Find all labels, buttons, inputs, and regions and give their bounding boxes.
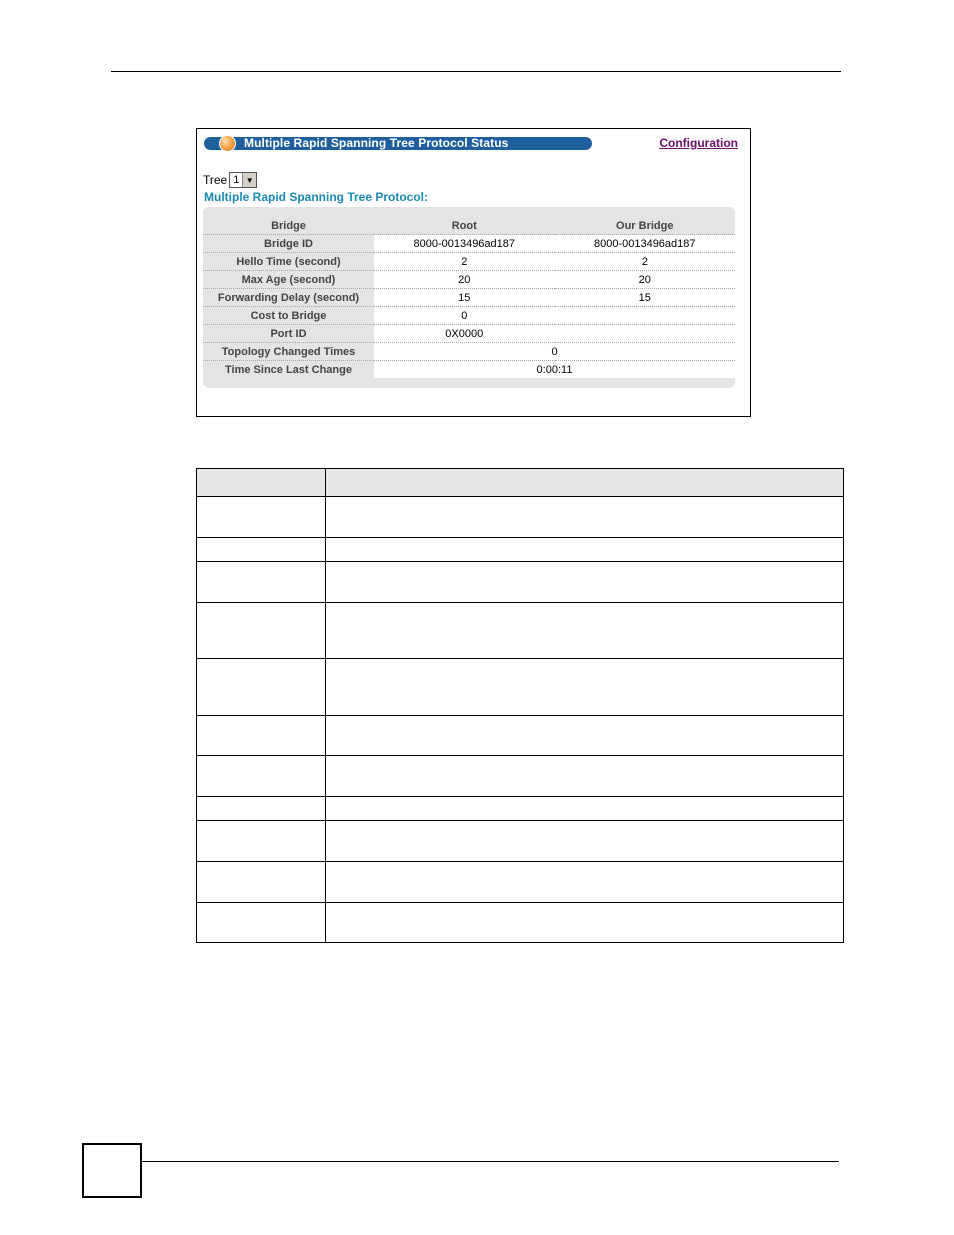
value-cost-to-bridge: 0 (374, 307, 555, 325)
table-cell (197, 562, 326, 603)
root-bridge-id: 8000-0013496ad187 (374, 235, 555, 253)
row-topology-changed (203, 343, 735, 361)
table-row (197, 603, 844, 659)
our-bridge-id: 8000-0013496ad187 (555, 235, 736, 253)
value-topology-changed: 0 (374, 343, 735, 361)
row-port-id (203, 325, 735, 343)
table-row (197, 797, 844, 821)
table-cell (326, 797, 844, 821)
label-time-since-change: Time Since Last Change (225, 363, 352, 376)
status-box (203, 207, 735, 388)
our-max-age: 20 (555, 271, 736, 289)
table-cell (197, 756, 326, 797)
section-title: Multiple Rapid Spanning Tree Protocol: (204, 190, 429, 204)
table-row (197, 756, 844, 797)
table-row (197, 659, 844, 716)
header-bridge: Bridge (203, 217, 374, 235)
table-cell (197, 497, 326, 538)
table-cell (326, 562, 844, 603)
row-hello-time (203, 253, 735, 271)
table-cell (326, 603, 844, 659)
table-cell (326, 716, 844, 756)
table-cell (197, 903, 326, 943)
row-bridge-id (203, 235, 735, 253)
table-cell (326, 497, 844, 538)
table-cell (326, 862, 844, 903)
table-row (197, 821, 844, 862)
table-cell (326, 538, 844, 562)
label-hello-time: Hello Time (second) (203, 253, 374, 271)
table-row (197, 538, 844, 562)
configuration-link[interactable]: Configuration (659, 136, 738, 150)
header-rule (111, 71, 841, 72)
row-cost-to-bridge (203, 307, 735, 325)
table-row (197, 562, 844, 603)
header-root: Root (374, 217, 555, 235)
label-max-age: Max Age (second) (203, 271, 374, 289)
tree-select[interactable] (229, 172, 257, 188)
value-port-id: 0X0000 (374, 325, 555, 343)
table-cell (197, 716, 326, 756)
label-bridge-id: Bridge ID (203, 235, 374, 253)
description-table (196, 468, 844, 943)
root-forwarding-delay: 15 (374, 289, 555, 307)
row-forwarding-delay (203, 289, 735, 307)
table-cell (197, 469, 326, 497)
chevron-down-icon[interactable]: ▼ (242, 173, 256, 187)
table-cell (326, 903, 844, 943)
our-hello-time: 2 (555, 253, 736, 271)
footer-rule (140, 1161, 839, 1162)
root-max-age: 20 (374, 271, 555, 289)
label-cost-to-bridge: Cost to Bridge (203, 307, 374, 325)
table-cell (326, 756, 844, 797)
our-forwarding-delay: 15 (555, 289, 736, 307)
status-header-row (203, 217, 735, 235)
table-cell (197, 603, 326, 659)
table-cell (197, 862, 326, 903)
table-row (197, 862, 844, 903)
tree-select-value: 1 (233, 174, 240, 186)
label-port-id: Port ID (203, 325, 374, 343)
table-cell (326, 469, 844, 497)
table-row (197, 716, 844, 756)
header-our-bridge: Our Bridge (555, 217, 736, 235)
table-row (197, 903, 844, 943)
table-cell (326, 821, 844, 862)
table-cell (197, 659, 326, 716)
panel-title: Multiple Rapid Spanning Tree Protocol Status (244, 136, 509, 150)
table-cell (197, 821, 326, 862)
label-topology-changed: Topology Changed Times (203, 343, 374, 361)
table-header-row (197, 469, 844, 497)
blank-cell (555, 307, 736, 325)
table-cell (326, 659, 844, 716)
orb-icon (219, 135, 236, 152)
value-time-since-change: 0:00:11 (374, 361, 735, 379)
status-table (203, 217, 735, 378)
tree-selector-row (203, 172, 257, 188)
table-row (197, 497, 844, 538)
row-max-age (203, 271, 735, 289)
row-time-since-change (203, 361, 735, 379)
table-cell (197, 538, 326, 562)
blank-cell (555, 325, 736, 343)
page-number-box (82, 1143, 142, 1198)
label-forwarding-delay: Forwarding Delay (second) (203, 289, 374, 307)
table-cell (197, 797, 326, 821)
tree-label: Tree (203, 173, 228, 187)
root-hello-time: 2 (374, 253, 555, 271)
title-bar (204, 137, 592, 150)
mrstp-status-panel (196, 128, 751, 417)
